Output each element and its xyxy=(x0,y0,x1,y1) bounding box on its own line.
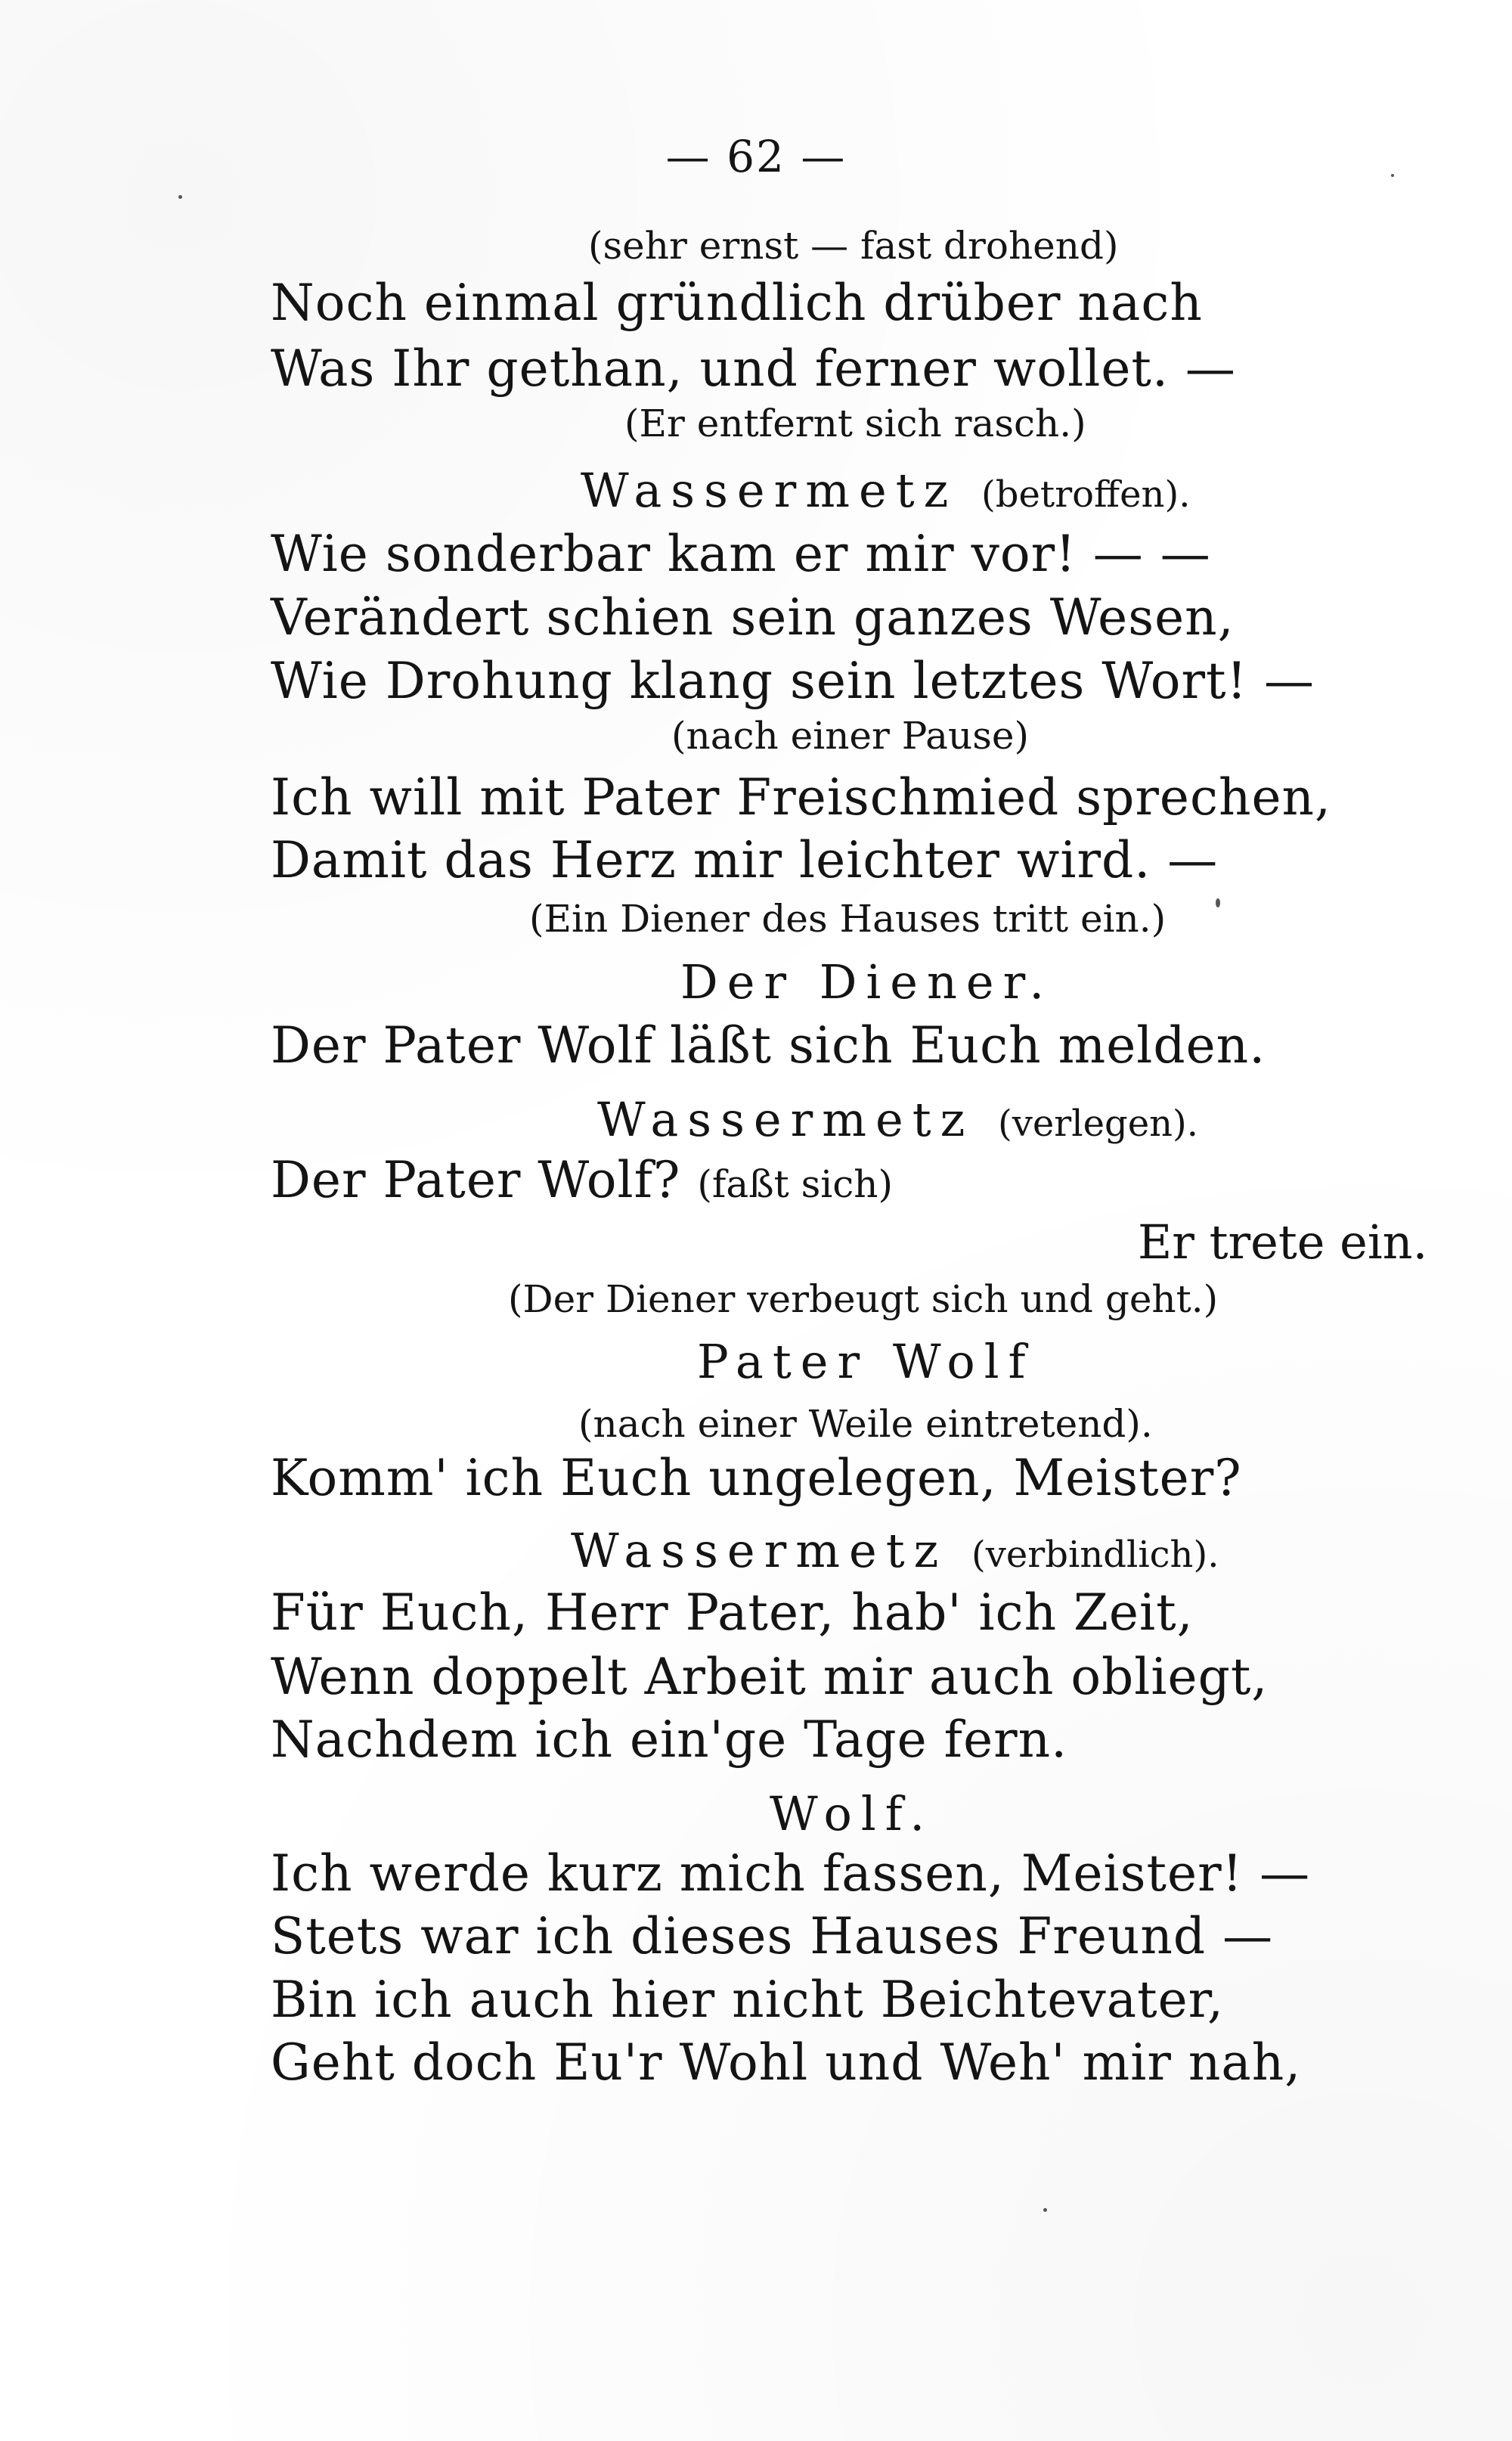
verse-line: Nachdem ich ein'ge Tage fern. xyxy=(271,1711,1068,1769)
verse-line: Bin ich auch hier nicht Beichtevater, xyxy=(271,1971,1224,2029)
speaker-name: Der Diener. xyxy=(680,954,1054,1010)
verse-line: Ich werde kurz mich fassen, Meister! — xyxy=(271,1844,1311,1903)
speaker-name xyxy=(581,463,1191,518)
speaker-aside: (verbindlich). xyxy=(971,1534,1219,1576)
speaker-label: Wassermetz xyxy=(571,1523,948,1578)
verse-line: Ich will mit Pater Freischmied sprechen, xyxy=(271,768,1331,827)
stage-direction: (nach einer Pause) xyxy=(671,714,1029,758)
verse-line: Damit das Herz mir leichter wird. — xyxy=(271,831,1219,889)
speaker-name xyxy=(571,1523,1219,1578)
stage-direction: (sehr ernst — fast drohend) xyxy=(588,224,1119,268)
scan-speck xyxy=(1391,174,1394,177)
verse-line: Wie Drohung klang sein letztes Wort! — xyxy=(271,652,1315,710)
verse-line: Komm' ich Euch ungelegen, Meister? xyxy=(271,1449,1242,1507)
speaker-label: Wassermetz xyxy=(581,463,958,518)
page-number: — 62 — xyxy=(665,131,847,182)
scan-speck xyxy=(1216,898,1220,907)
verse-line: Was Ihr gethan, und ferner wollet. — xyxy=(271,340,1236,398)
speaker-aside: (betroffen). xyxy=(981,473,1191,516)
verse-line-right: Er trete ein. xyxy=(1138,1214,1428,1270)
verse-line: Noch einmal gründlich drüber nach xyxy=(271,274,1203,332)
verse-line: Verändert schien sein ganzes Wesen, xyxy=(271,588,1235,647)
verse-line: Der Pater Wolf läßt sich Euch melden. xyxy=(271,1016,1266,1075)
speaker-name xyxy=(597,1092,1199,1147)
verse-line xyxy=(271,1151,893,1209)
speaker-label: Wassermetz xyxy=(597,1092,974,1147)
verse-text: Der Pater Wolf? xyxy=(271,1151,681,1209)
stage-direction: (Er entfernt sich rasch.) xyxy=(624,402,1086,445)
stage-direction: (Ein Diener des Hauses tritt ein.) xyxy=(529,897,1167,941)
stage-direction: (Der Diener verbeugt sich und geht.) xyxy=(508,1277,1219,1321)
verse-line: Wenn doppelt Arbeit mir auch obliegt, xyxy=(271,1648,1269,1706)
speaker-name: Pater Wolf xyxy=(697,1334,1035,1389)
verse-aside: (faßt sich) xyxy=(697,1162,893,1206)
stage-direction: (nach einer Weile eintretend). xyxy=(578,1402,1153,1446)
verse-line: Für Euch, Herr Pater, hab' ich Zeit, xyxy=(271,1583,1194,1642)
verse-line: Wie sonderbar kam er mir vor! — — xyxy=(271,525,1211,583)
speaker-aside: (verlegen). xyxy=(998,1103,1199,1145)
verse-line: Geht doch Eu'r Wohl und Weh' mir nah, xyxy=(271,2033,1302,2092)
verse-line: Stets war ich dieses Hauses Freund — xyxy=(271,1907,1274,1965)
scan-speck xyxy=(1043,2208,1047,2212)
scan-speck xyxy=(178,195,182,199)
speaker-name: Wolf. xyxy=(770,1786,934,1841)
